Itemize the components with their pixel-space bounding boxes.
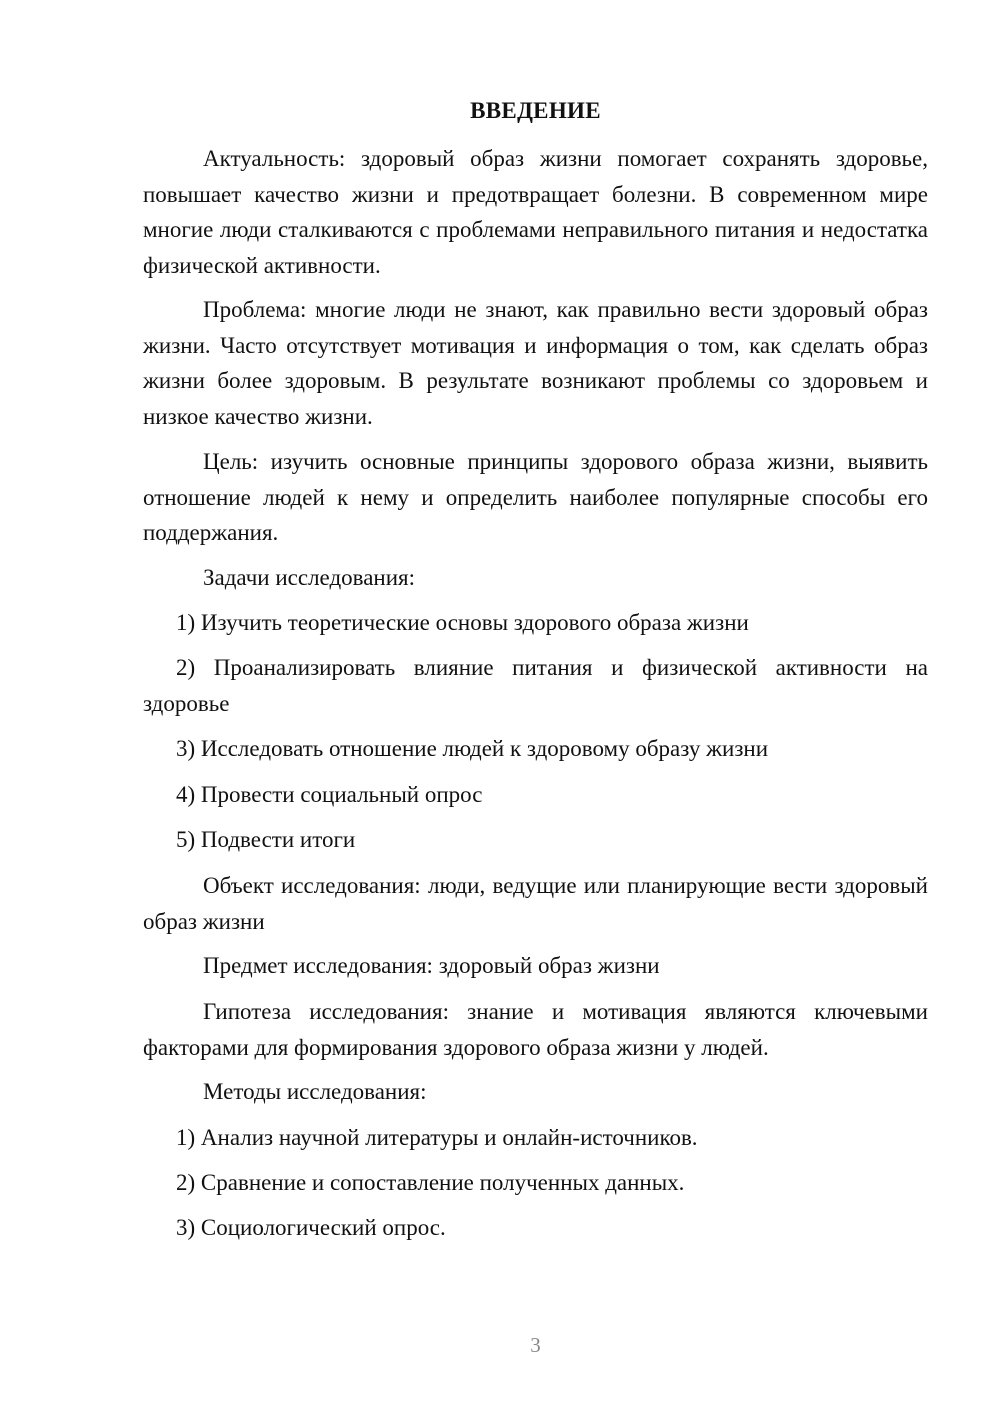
task-item: 2) Проанализировать влияние питания и физической активности на здоровье — [143, 655, 928, 716]
method-item: 2) Сравнение и сопоставление полученных данных. — [176, 1170, 685, 1195]
goal-paragraph: Цель: изучить основные принципы здорового образа жизни, выявить отношение людей к нему и определить наиболее популярные способы его поддержания. — [143, 449, 928, 546]
hypothesis-paragraph: Гипотеза исследования: знание и мотивация являются ключевыми факторами для формирования здорового образа жизни у людей. — [143, 999, 928, 1060]
method-item: 3) Социологический опрос. — [176, 1215, 446, 1240]
object-paragraph: Объект исследования: люди, ведущие или планирующие вести здоровый образ жизни — [143, 873, 928, 934]
task-item: 3) Исследовать отношение людей к здоровому образу жизни — [176, 736, 769, 761]
section-title: ВВЕДЕНИЕ — [470, 98, 601, 123]
relevance-paragraph: Актуальность: здоровый образ жизни помогает сохранять здоровье, повышает качество жизни и предотвращает болезни. В современном мире многие люди сталкиваются с проблемами неправильного питания и недостатка физической активности. — [143, 146, 928, 278]
subject-paragraph: Предмет исследования: здоровый образ жизни — [203, 953, 660, 978]
methods-heading: Методы исследования: — [203, 1079, 427, 1104]
task-item: 4) Провести социальный опрос — [176, 782, 483, 807]
page-number: 3 — [530, 1333, 541, 1357]
tasks-heading: Задачи исследования: — [203, 565, 416, 590]
task-item: 5) Подвести итоги — [176, 827, 356, 852]
task-item: 1) Изучить теоретические основы здорового образа жизни — [176, 610, 749, 635]
problem-paragraph: Проблема: многие люди не знают, как правильно вести здоровый образ жизни. Часто отсутствует мотивация и информация о том, как сделать образ жизни более здоровым. В результате возникают проблемы со здоровьем и низкое качество жизни. — [143, 297, 928, 429]
method-item: 1) Анализ научной литературы и онлайн-источников. — [176, 1125, 698, 1150]
